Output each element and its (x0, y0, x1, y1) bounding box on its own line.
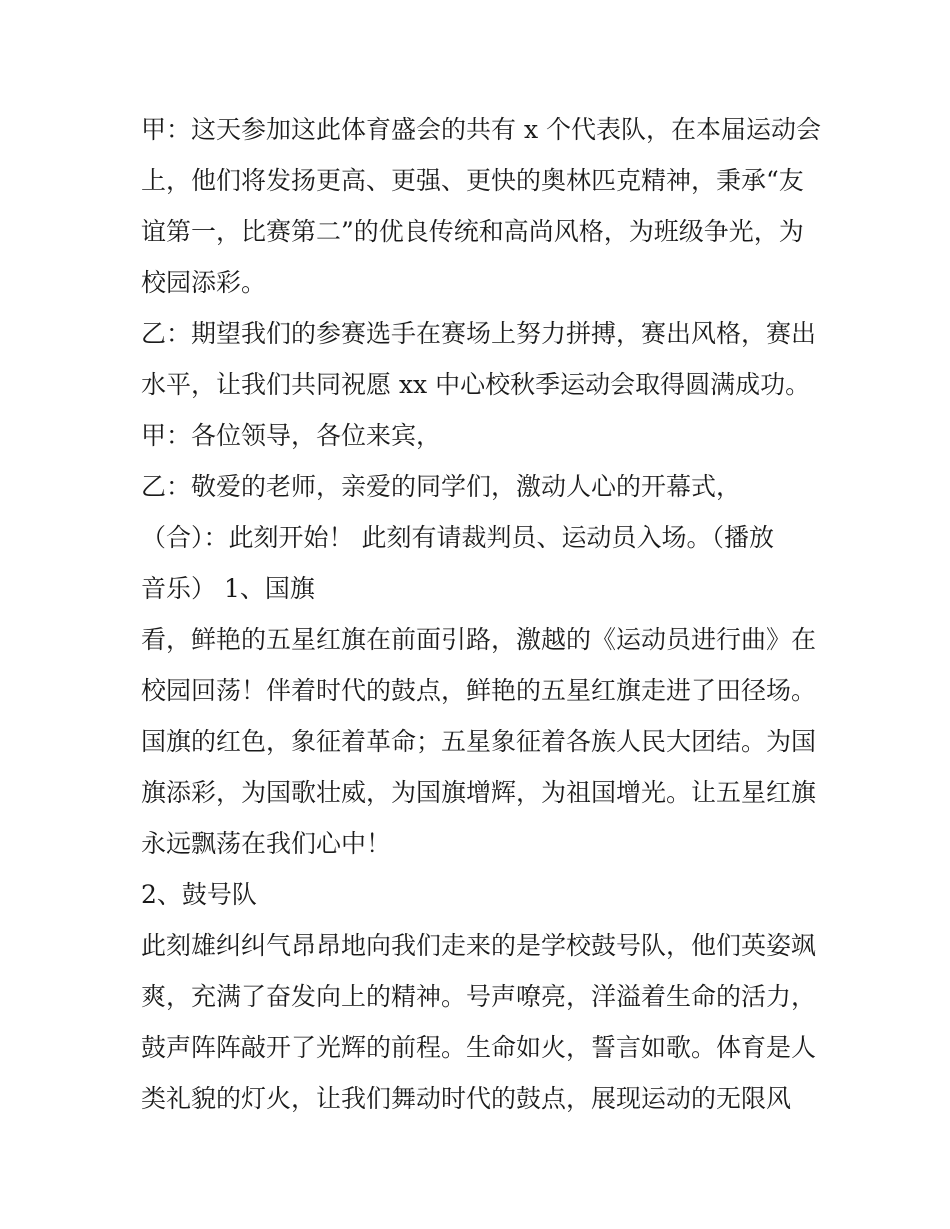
text-line: 国旗的红色，象征着革命；五星象征着各族人民大团结。为国 (141, 727, 817, 756)
text-line: （合）：此刻开始！ 此刻有请裁判员、运动员入场。（播放 (141, 523, 774, 552)
text-line: 类礼貌的灯火，让我们舞动时代的鼓点，展现运动的无限风 (141, 1084, 792, 1113)
text-line: 甲：各位领导，各位来宾， (141, 421, 442, 450)
text-line: 乙：敬爱的老师，亲爱的同学们，激动人心的开幕式， (141, 472, 742, 501)
text-line: 校园添彩。 (141, 268, 267, 297)
text-line: 水平，让我们共同祝愿 xx 中心校秋季运动会取得圆满成功。 (141, 370, 811, 399)
text-line: 谊第一，比赛第二”的优良传统和高尚风格，为班级争光，为 (141, 217, 804, 246)
text-line: 2、鼓号队 (141, 880, 257, 909)
text-line: 甲：这天参加这此体育盛会的共有 x 个代表队，在本届运动会 (141, 115, 821, 144)
text-line: 看，鲜艳的五星红旗在前面引路，激越的《运动员进行曲》在 (141, 625, 817, 654)
text-line: 此刻雄纠纠气昂昂地向我们走来的是学校鼓号队，他们英姿飒 (141, 931, 817, 960)
text-line: 永远飘荡在我们心中！ (141, 829, 392, 858)
text-line: 上，他们将发扬更高、更强、更快的奥林匹克精神，秉承“友 (141, 166, 804, 195)
text-line: 爽，充满了奋发向上的精神。号声嘹亮，洋溢着生命的活力， (141, 982, 817, 1011)
text-line: 校园回荡！伴着时代的鼓点，鲜艳的五星红旗走进了田径场。 (141, 676, 817, 705)
text-line: 乙：期望我们的参赛选手在赛场上努力拼搏，赛出风格，赛出 (141, 319, 817, 348)
document-body (141, 104, 821, 1124)
text-line: 鼓声阵阵敲开了光辉的前程。生命如火，誓言如歌。体育是人 (141, 1033, 817, 1062)
text-line: 旗添彩，为国歌壮威，为国旗增辉，为祖国增光。让五星红旗 (141, 778, 817, 807)
text-line: 音乐） 1、国旗 (141, 574, 315, 603)
